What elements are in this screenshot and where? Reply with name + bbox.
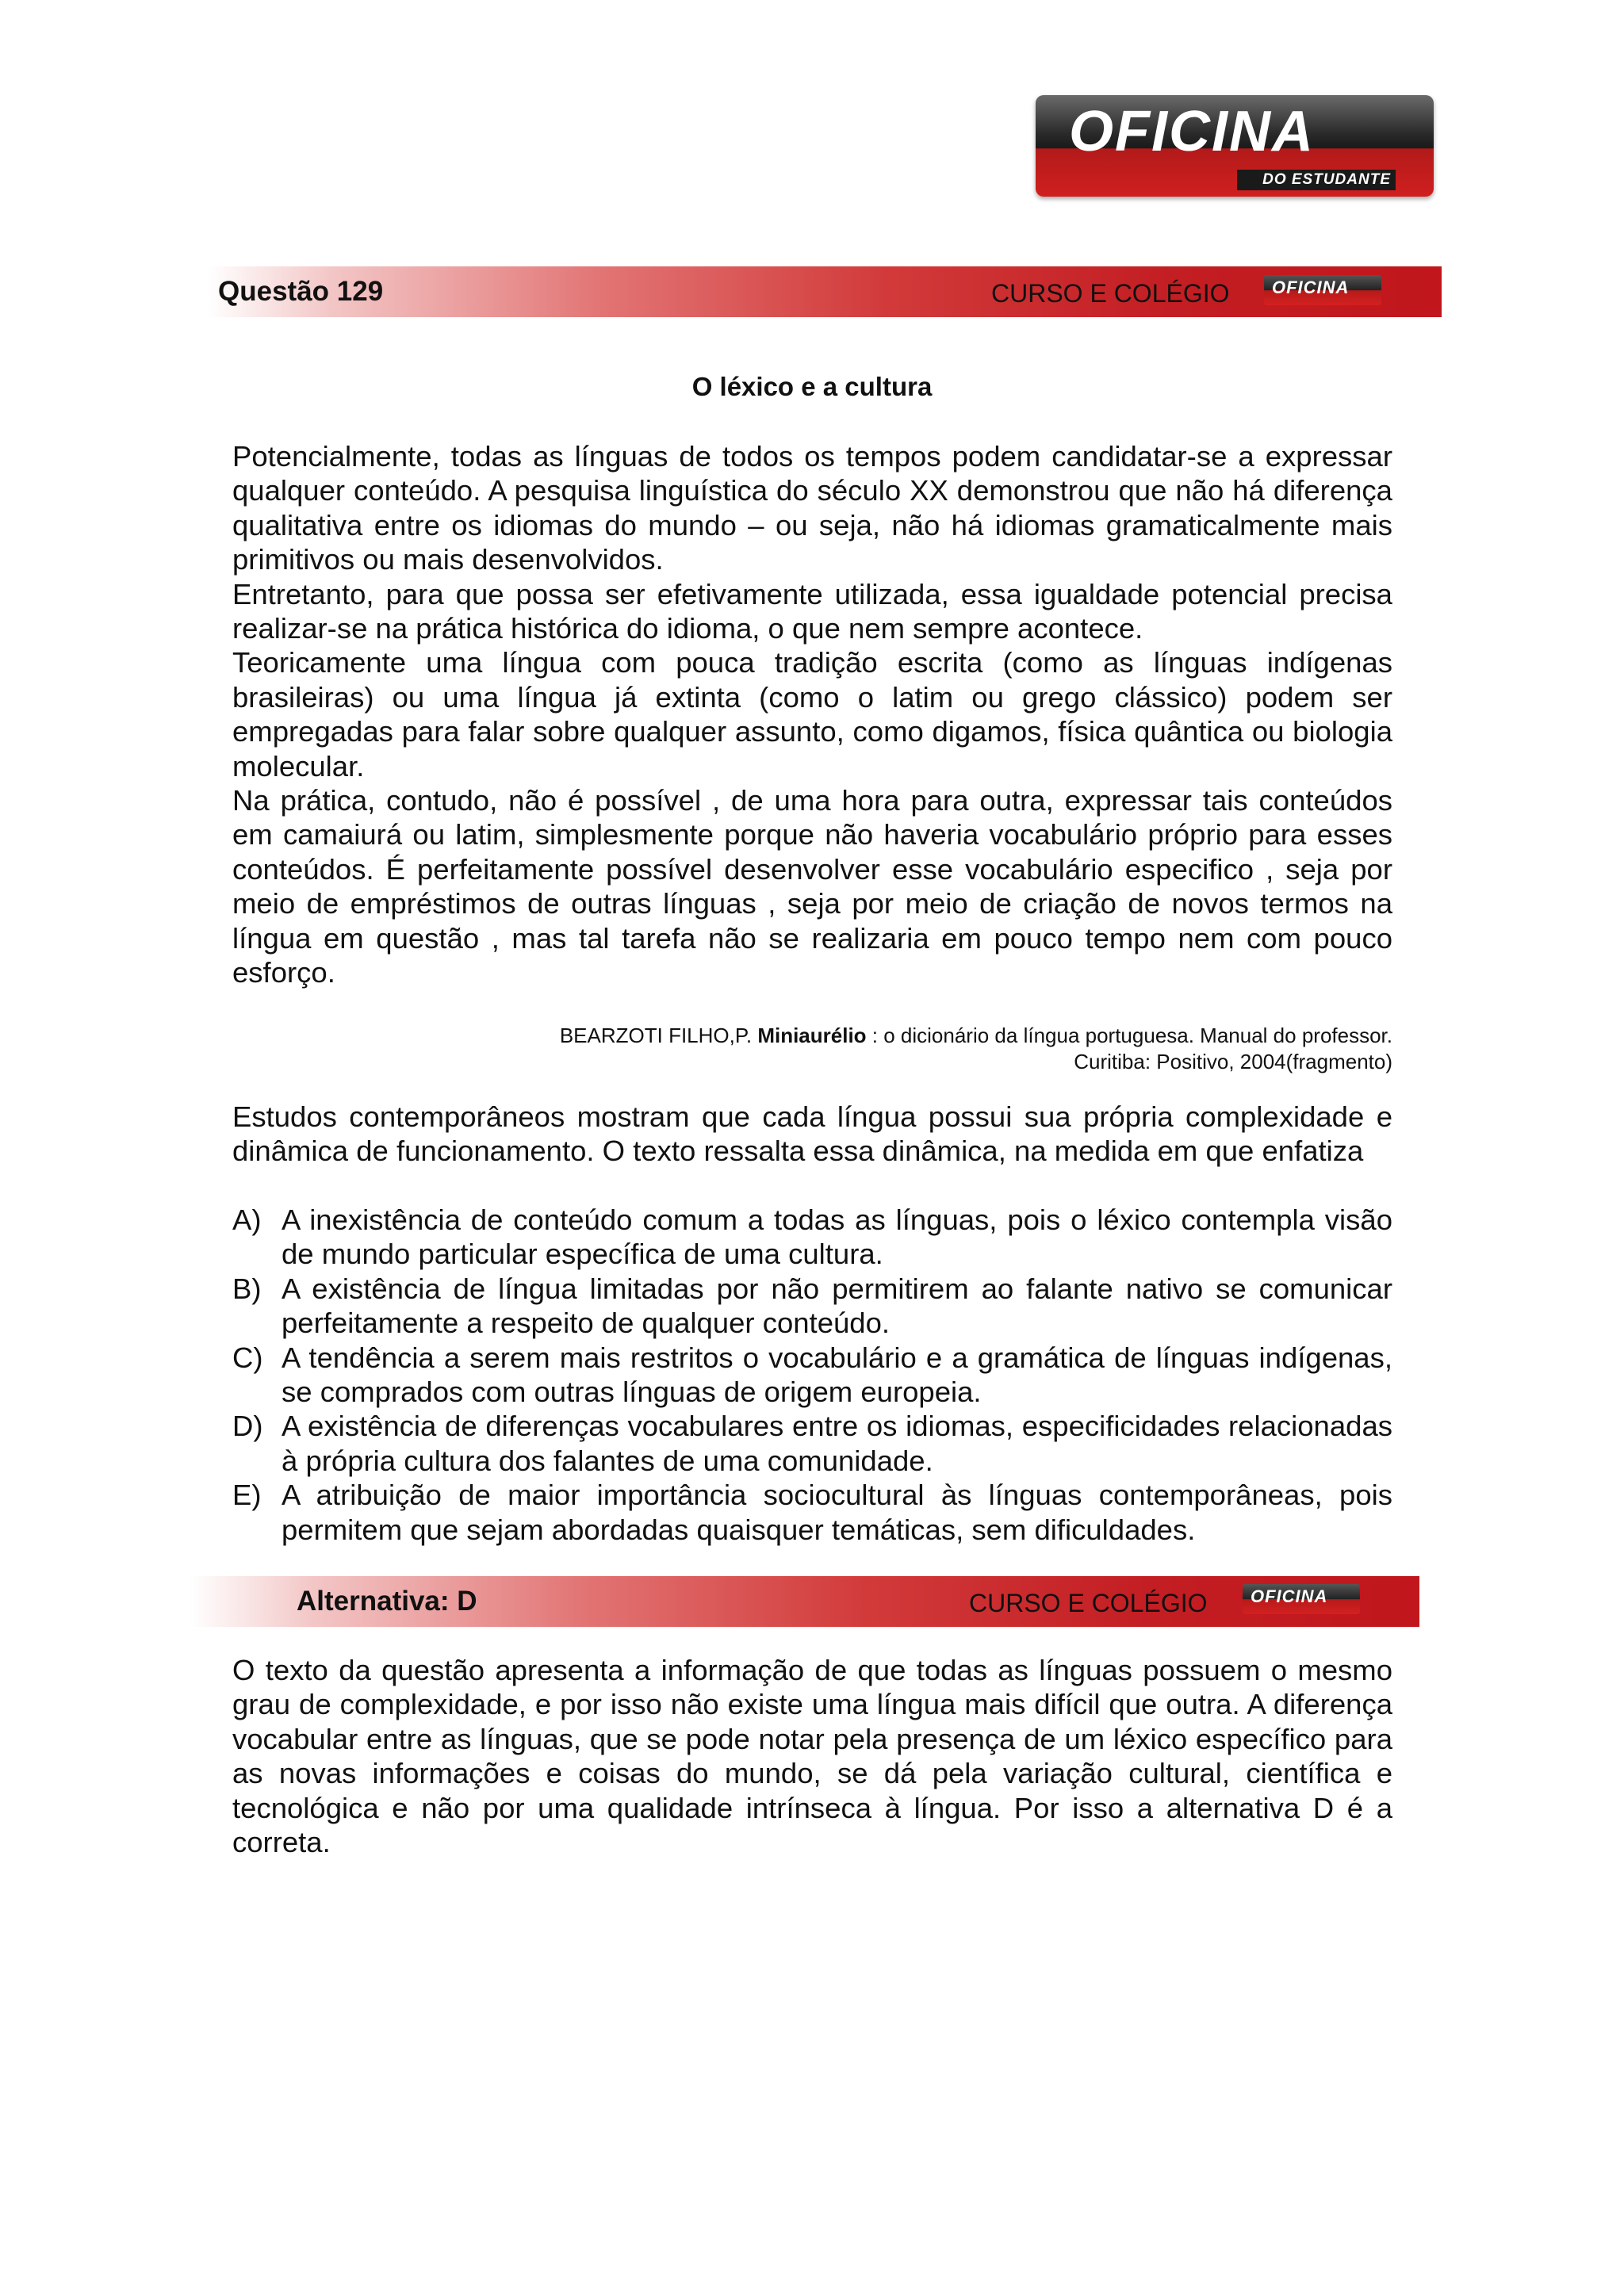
passage-paragraph: Teoricamente uma língua com pouca tradição escrita (como as línguas indígenas brasileiras) ou uma língua já extinta (como o latim ou grego clássico) podem ser empregadas para falar sobre qualquer assunto, como digamos, física quântica ou biologia molecular. <box>232 646 1392 783</box>
oficina-mini-logo <box>1243 1584 1360 1614</box>
option-text: A tendência a serem mais restritos o vocabulário e a gramática de línguas indígenas, se comprados com outras línguas de origem europeia. <box>282 1341 1392 1409</box>
question-banner <box>208 266 1442 317</box>
option-text: A existência de língua limitadas por não permitirem ao falante nativo se comunicar perfeitamente a respeito de qualquer conteúdo. <box>282 1272 1392 1340</box>
passage-paragraph: Na prática, contudo, não é possível , de uma hora para outra, expressar tais conteúdos em camaiurá ou latim, simplesmente porque não haveria vocabulário próprio para esses conteúdos. É perfeitamente possível desenvolver esse vocabulário especifico , seja por meio de empréstimos de outras línguas , seja por meio de criação de novos termos na língua em questão , mas tal tarefa não se realizaria em pouco tempo nem com pouco esforço. <box>232 784 1392 989</box>
answer-explanation: O texto da questão apresenta a informação de que todas as línguas possuem o mesmo grau de complexidade, e por isso não existe uma língua mais difícil que outra. A diferença vocabular entre as línguas, que se pode notar pela presença de um léxico específico para as novas informações e coisas do mundo, se dá pela variação cultural, científica e tecnológica e não por uma qualidade intrínseca à língua. Por isso a alternativa D é a correta. <box>232 1654 1392 1859</box>
option-letter: C) <box>232 1341 263 1374</box>
option-c <box>232 1341 1392 1410</box>
oficina-logo <box>1036 95 1434 197</box>
citation-work: Miniaurélio <box>757 1024 867 1047</box>
passage-paragraph: Potencialmente, todas as línguas de todos os tempos podem candidatar-se a expressar qualquer conteúdo. A pesquisa linguística do século XX demonstrou que não há diferença qualitativa entre os idiomas do mundo – ou seja, não há idiomas gramaticalmente mais primitivos ou mais desenvolvidos. <box>232 440 1392 576</box>
passage <box>232 439 1392 990</box>
option-letter: E) <box>232 1479 262 1512</box>
option-text: A inexistência de conteúdo comum a todas as línguas, pois o léxico contempla visão de mundo particular específica de uma cultura. <box>282 1203 1392 1271</box>
course-label: CURSO E COLÉGIO <box>969 1589 1208 1617</box>
logo-wordmark: OFICINA <box>1069 100 1315 163</box>
course-label: CURSO E COLÉGIO <box>991 279 1230 308</box>
option-b <box>232 1272 1392 1341</box>
answer-options <box>232 1203 1392 1547</box>
passage-title: O léxico e a cultura <box>691 372 933 401</box>
oficina-mini-logo <box>1264 275 1381 305</box>
option-letter: D) <box>232 1410 263 1443</box>
option-letter: A) <box>232 1203 262 1236</box>
passage-paragraph: Entretanto, para que possa ser efetivamente utilizada, essa igualdade potencial precisa realizar-se na prática histórica do idioma, o que nem sempre acontece. <box>232 577 1392 645</box>
answer-label: Alternativa: D <box>297 1586 477 1617</box>
option-e <box>232 1478 1392 1547</box>
question-number: Questão 129 <box>218 276 384 307</box>
mini-logo-word: OFICINA <box>1272 277 1350 297</box>
option-text: A existência de diferenças vocabulares entre os idiomas, especificidades relacionadas à própria cultura dos falantes de uma comunidade. <box>282 1410 1392 1477</box>
option-d <box>232 1409 1392 1478</box>
citation-author: BEARZOTI FILHO,P. <box>559 1024 753 1047</box>
logo-subtitle: DO ESTUDANTE <box>1262 171 1391 188</box>
option-text: A atribuição de maior importância sociocultural às línguas contemporâneas, pois permitem que sejam abordadas quaisquer temáticas, sem dificuldades. <box>282 1479 1392 1546</box>
question-prompt: Estudos contemporâneos mostram que cada língua possui sua própria complexidade e dinâmica de funcionamento. O texto ressalta essa dinâmica, na medida em que enfatiza <box>232 1100 1392 1168</box>
option-letter: B) <box>232 1272 262 1305</box>
citation-line-2: Curitiba: Positivo, 2004(fragmento) <box>1074 1050 1392 1073</box>
citation-line-1 <box>560 1023 1392 1049</box>
citation <box>560 1023 1392 1075</box>
citation-rest: : o dicionário da língua portuguesa. Manual do professor. <box>866 1024 1392 1047</box>
mini-logo-word: OFICINA <box>1251 1586 1328 1606</box>
option-a <box>232 1203 1392 1272</box>
